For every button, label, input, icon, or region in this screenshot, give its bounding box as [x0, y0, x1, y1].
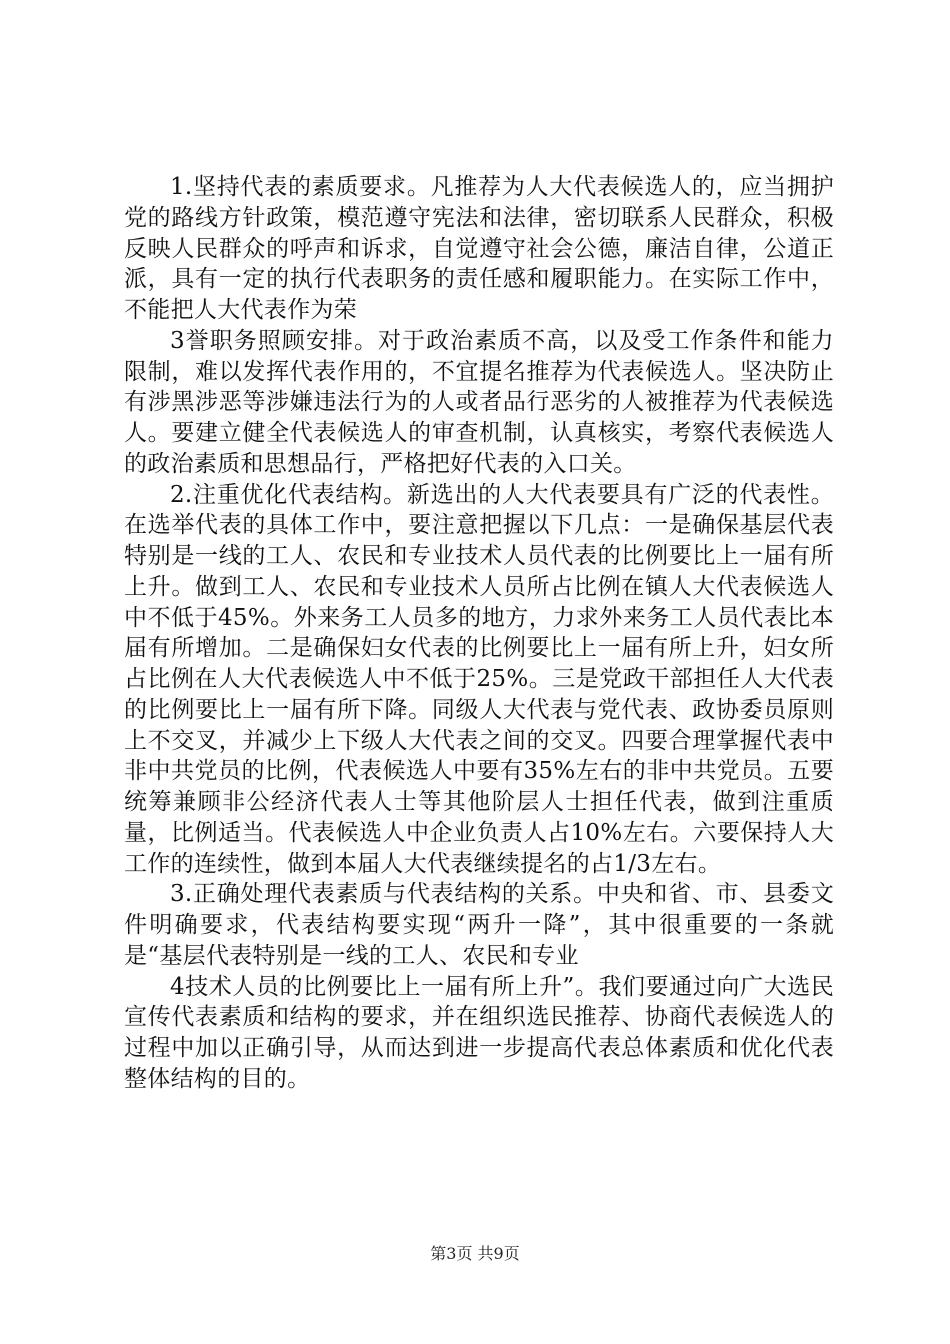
- paragraph-3: 2.注重优化代表结构。新选出的人大代表要具有广泛的代表性。在选举代表的具体工作中，要注意把握以下几点：一是确保基层代表特别是一线的工人、农民和专业技术人员代表的比例要比上一届有所上升。做到工人、农民和专业技术人员所占比例在镇人大代表候选人中不低于45%。外来务工人员多的地方，力求外来务工人员代表比本届有所增加。二是确保妇女代表的比例要比上一届有所上升，妇女所占比例在人大代表候选人中不低于25%。三是党政干部担任人大代表的比例要比上一届有所下降。同级人大代表与党代表、政协委员原则上不交叉，并减少上下级人大代表之间的交叉。四要合理掌握代表中非中共党员的比例，代表候选人中要有35%左右的非中共党员。五要统筹兼顾非公经济代表人士等其他阶层人士担任代表，做到注重质量，比例适当。代表候选人中企业负责人占10%左右。六要保持人大工作的连续性，做到本届人大代表继续提名的占1/3左右。: [124, 481, 834, 877]
- paragraph-5: 4技术人员的比例要比上一届有所上升”。我们要通过向广大选民宣传代表素质和结构的要求，并在组织选民推荐、协商代表候选人的过程中加以正确引导，从而达到进一步提高代表总体素质和优化代表整体结构的目的。: [124, 973, 834, 1092]
- paragraph-2: 3誉职务照顾安排。对于政治素质不高，以及受工作条件和能力限制，难以发挥代表作用的，不宜提名推荐为代表候选人。坚决防止有涉黑涉恶等涉嫌违法行为的人或者品行恶劣的人被推荐为代表候选人。要建立健全代表候选人的审查机制，认真核实，考察代表候选人的政治素质和思想品行，严格把好代表的入口关。: [124, 327, 834, 477]
- paragraph-1: 1.坚持代表的素质要求。凡推荐为人大代表候选人的，应当拥护党的路线方针政策，模范遵守宪法和法律，密切联系人民群众，积极反映人民群众的呼声和诉求，自觉遵守社会公德，廉洁自律，公道正派，具有一定的执行代表职务的责任感和履职能力。在实际工作中，不能把人大代表作为荣: [124, 174, 834, 323]
- page-footer: 第3页 共9页: [430, 1244, 520, 1263]
- document-body: [124, 172, 834, 1095]
- paragraph-4: 3.正确处理代表素质与代表结构的关系。中央和省、市、县委文件明确要求，代表结构要实现“两升一降”，其中很重要的一条就是“基层代表特别是一线的工人、农民和专业: [124, 881, 834, 969]
